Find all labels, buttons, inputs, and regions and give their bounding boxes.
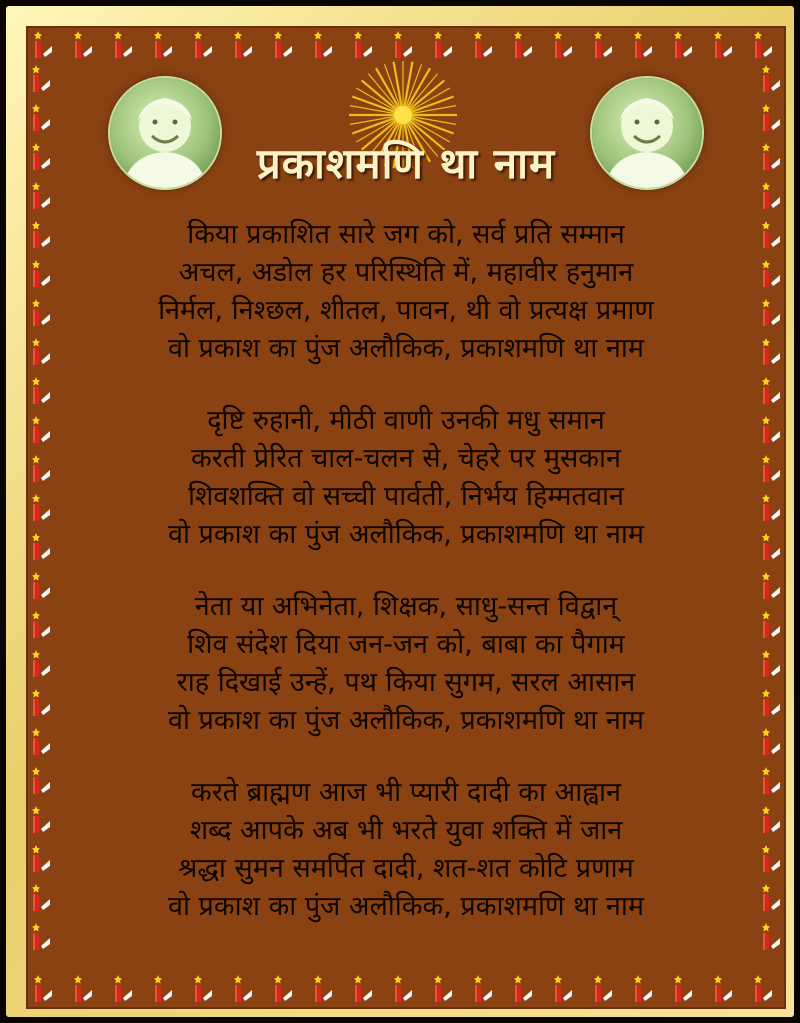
candle-icon	[760, 337, 782, 367]
candle-icon	[192, 974, 214, 1004]
candle-icon	[152, 974, 174, 1004]
candle-icon	[272, 974, 294, 1004]
poem-line: निर्मल, निश्छल, शीतल, पावन, थी वो प्रत्यक्ष प्रमाण	[158, 295, 654, 326]
candle-icon	[592, 30, 614, 60]
candle-icon	[30, 259, 52, 289]
poem-line: दृष्टि रुहानी, मीठी वाणी उनकी मधु समान	[207, 405, 605, 436]
candle-icon	[432, 974, 454, 1004]
candle-icon	[352, 30, 374, 60]
poem-line: नेता या अभिनेता, शिक्षक, साधु-सन्त विद्वान्	[194, 591, 618, 622]
candle-icon	[432, 30, 454, 60]
candle-icon	[30, 220, 52, 250]
candle-icon	[30, 610, 52, 640]
candle-icon	[760, 181, 782, 211]
candle-icon	[312, 974, 334, 1004]
candle-icon	[30, 649, 52, 679]
portrait-photo-right	[592, 78, 702, 188]
portrait-photo-left	[110, 78, 220, 188]
candle-icon	[760, 610, 782, 640]
candle-icon	[760, 142, 782, 172]
candle-icon	[760, 883, 782, 913]
candle-icon	[30, 142, 52, 172]
stanza	[66, 774, 746, 926]
candle-border-top	[26, 28, 786, 62]
candle-icon	[672, 30, 694, 60]
candle-icon	[760, 727, 782, 757]
candle-icon	[30, 415, 52, 445]
candle-icon	[552, 30, 574, 60]
candle-icon	[512, 30, 534, 60]
stanza	[66, 216, 746, 368]
candle-icon	[760, 454, 782, 484]
candle-icon	[672, 974, 694, 1004]
candle-icon	[760, 64, 782, 94]
poem-line: राह दिखाई उन्हें, पथ किया सुगम, सरल आसान	[176, 667, 636, 698]
candle-icon	[632, 974, 654, 1004]
candle-icon	[30, 532, 52, 562]
poem-card	[26, 26, 786, 1009]
candle-icon	[760, 103, 782, 133]
candle-icon	[760, 493, 782, 523]
candle-icon	[192, 30, 214, 60]
candle-icon	[152, 30, 174, 60]
poem-line: करते ब्राह्मण आज भी प्यारी दादी का आह्वान	[190, 777, 621, 808]
candle-icon	[272, 30, 294, 60]
candle-icon	[512, 974, 534, 1004]
candle-icon	[472, 30, 494, 60]
poem-line: शब्द आपके अब भी भरते युवा शक्ति में जान	[189, 815, 623, 846]
candle-icon	[30, 844, 52, 874]
candle-icon	[760, 571, 782, 601]
poem-line: करती प्रेरित चाल-चलन से, चेहरे पर मुसकान	[191, 443, 621, 474]
candle-icon	[760, 649, 782, 679]
candle-icon	[712, 30, 734, 60]
candle-icon	[30, 727, 52, 757]
candle-icon	[112, 974, 134, 1004]
poem-title: प्रकाशमणि था नाम	[256, 139, 556, 188]
candle-icon	[32, 974, 54, 1004]
poem-line: वो प्रकाश का पुंज अलौकिक, प्रकाशमणि था नाम	[167, 519, 645, 550]
candle-icon	[760, 688, 782, 718]
candle-icon	[712, 974, 734, 1004]
candle-icon	[30, 688, 52, 718]
candle-icon	[30, 376, 52, 406]
poem-line: किया प्रकाशित सारे जग को, सर्व प्रति सम्मान	[187, 219, 625, 250]
candle-icon	[30, 181, 52, 211]
candle-icon	[72, 30, 94, 60]
candle-icon	[232, 974, 254, 1004]
candle-icon	[30, 922, 52, 952]
candle-icon	[760, 220, 782, 250]
candle-icon	[352, 974, 374, 1004]
poem-body	[66, 216, 746, 960]
candle-icon	[30, 64, 52, 94]
candle-border-left	[30, 62, 52, 972]
candle-icon	[392, 974, 414, 1004]
candle-icon	[112, 30, 134, 60]
candle-icon	[30, 766, 52, 796]
stanza	[66, 402, 746, 554]
candle-icon	[30, 571, 52, 601]
candle-icon	[760, 376, 782, 406]
candle-icon	[30, 883, 52, 913]
candle-icon	[30, 337, 52, 367]
poem-line: वो प्रकाश का पुंज अलौकिक, प्रकाशमणि था नाम	[167, 891, 645, 922]
candle-icon	[752, 974, 774, 1004]
poem-line: वो प्रकाश का पुंज अलौकिक, प्रकाशमणि था नाम	[167, 705, 645, 736]
candle-icon	[30, 103, 52, 133]
candle-icon	[30, 805, 52, 835]
candle-icon	[760, 259, 782, 289]
candle-icon	[760, 532, 782, 562]
candle-icon	[632, 30, 654, 60]
candle-icon	[760, 415, 782, 445]
candle-icon	[472, 974, 494, 1004]
candle-icon	[552, 974, 574, 1004]
stanza	[66, 588, 746, 740]
candle-icon	[760, 805, 782, 835]
candle-icon	[232, 30, 254, 60]
candle-icon	[752, 30, 774, 60]
candle-icon	[30, 298, 52, 328]
candle-icon	[760, 766, 782, 796]
candle-icon	[592, 974, 614, 1004]
poem-line: अचल, अडोल हर परिस्थिति में, महावीर हनुमान	[178, 257, 634, 288]
candle-icon	[312, 30, 334, 60]
candle-icon	[32, 30, 54, 60]
poem-line: शिव संदेश दिया जन-जन को, बाबा का पैगाम	[187, 629, 625, 660]
candle-icon	[760, 298, 782, 328]
candle-icon	[760, 844, 782, 874]
gold-frame	[6, 6, 794, 1017]
candle-border-right	[760, 62, 782, 972]
poem-line: शिवशक्ति वो सच्ची पार्वती, निर्भय हिम्मतवान	[188, 481, 624, 512]
candle-icon	[392, 30, 414, 60]
candle-icon	[72, 974, 94, 1004]
candle-icon	[30, 493, 52, 523]
candle-border-bottom	[26, 972, 786, 1006]
candle-icon	[760, 922, 782, 952]
poem-line: वो प्रकाश का पुंज अलौकिक, प्रकाशमणि था नाम	[167, 333, 645, 364]
poem-line: श्रद्धा सुमन समर्पित दादी, शत-शत कोटि प्रणाम	[178, 853, 634, 884]
candle-icon	[30, 454, 52, 484]
